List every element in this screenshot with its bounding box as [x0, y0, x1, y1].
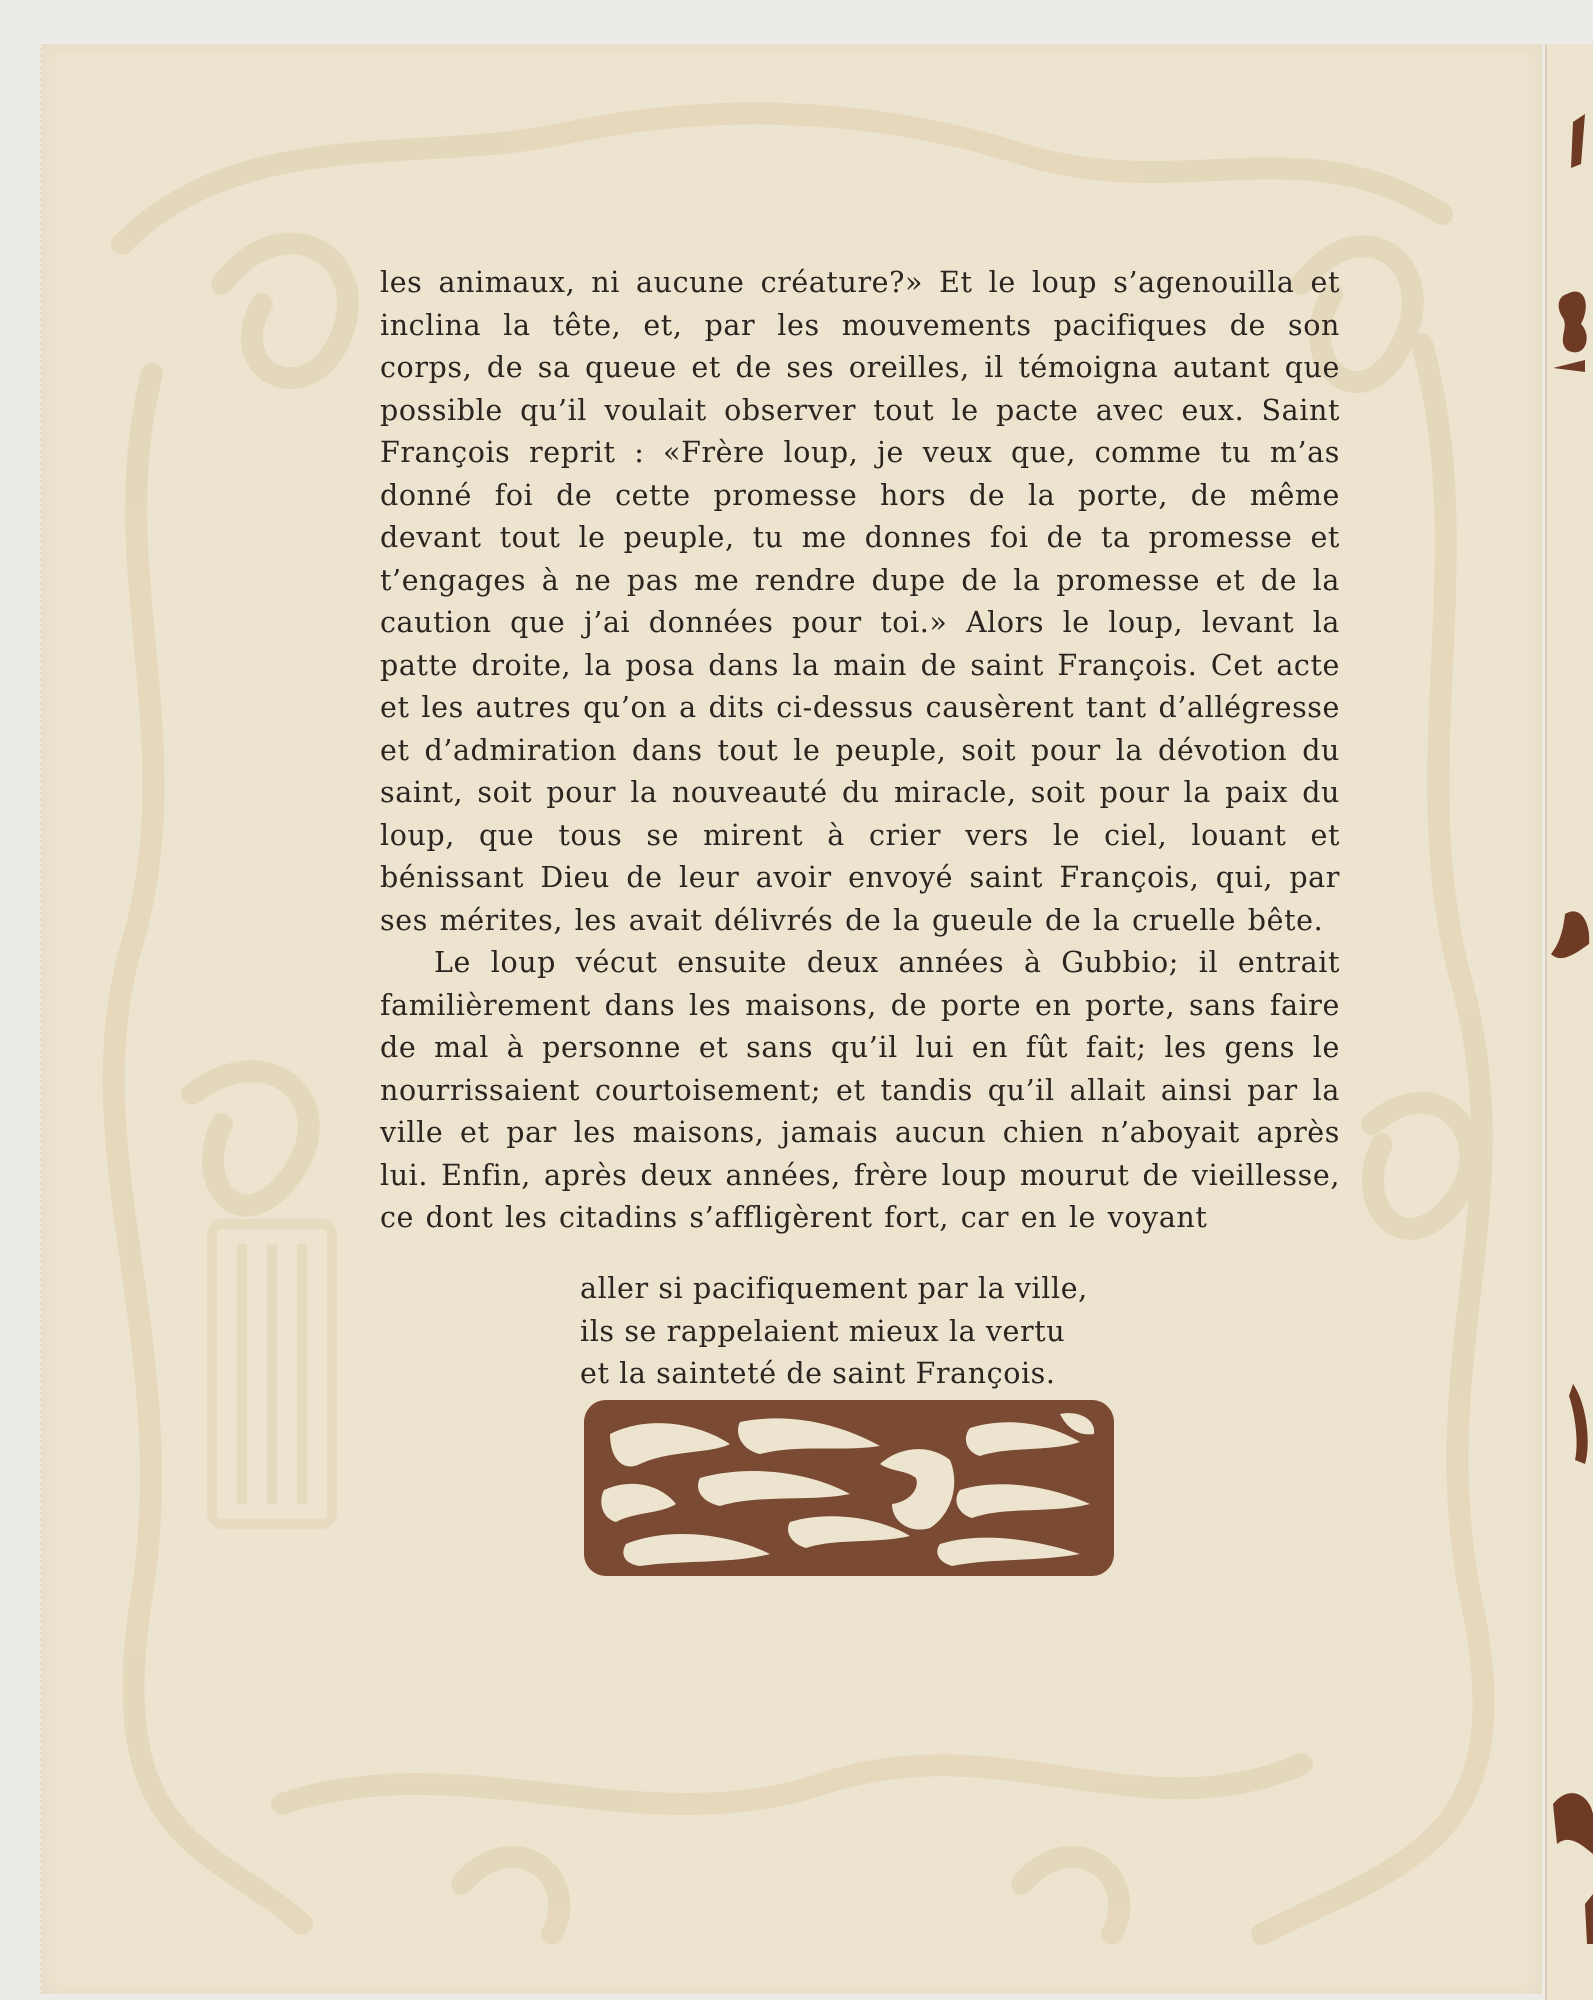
closing-line-2: ils se rappelaient mieux la vertu: [580, 1314, 1066, 1348]
closing-line-3: et la sainteté de saint François.: [580, 1357, 1056, 1390]
facing-page-illustration-fragment: [1545, 44, 1593, 2000]
body-text: [380, 262, 1340, 1240]
closing-line-1: aller si pacifiquement par la ville,: [580, 1272, 1088, 1305]
paragraph-1: les animaux, ni aucune créature?» Et le loup s’agenouilla et inclina la tête, et, par les mouvements pacifiques de son corps, de sa queue et de ses oreilles, il témoigna autant que possible qu’il voulait observer tout le pacte avec eux. Saint François reprit : «Frère loup, je veux que, comme tu m’as donné foi de cette promesse hors de la porte, de même devant tout le peuple, tu me donnes foi de ta promesse et t’engages à ne pas me rendre dupe de la promesse et de la caution que j’ai données pour toi.» Alors le loup, levant la patte droite, la posa dans la main de saint François. Cet acte et les autres qu’on a dits ci-dessus causèrent tant d’allégresse et d’admiration dans tout le peuple, soit pour la dévotion du saint, soit pour la nouveauté du miracle, soit pour la paix du loup, que tous se mirent à crier vers le ciel, louant et bénissant Dieu de leur avoir envoyé saint François, qui, par ses mérites, les avait délivrés de la gueule de la cruelle bête.: [380, 266, 1340, 937]
closing-lines: [580, 1268, 1140, 1396]
woodcut-vignette-ornament: [580, 1394, 1118, 1582]
paragraph-2: Le loup vécut ensuite deux années à Gubbio; il entrait familièrement dans les maisons, de porte en porte, sans faire de mal à personne et sans qu’il lui en fût fait; les gens le nourrissaient courtoisement; et tandis qu’il allait ainsi par la ville et par les maisons, jamais aucun chien n’aboyait après lui. Enfin, après deux années, frère loup mourut de vieillesse, ce dont les citadins s’affligèrent fort, car en le voyant: [380, 946, 1340, 1234]
